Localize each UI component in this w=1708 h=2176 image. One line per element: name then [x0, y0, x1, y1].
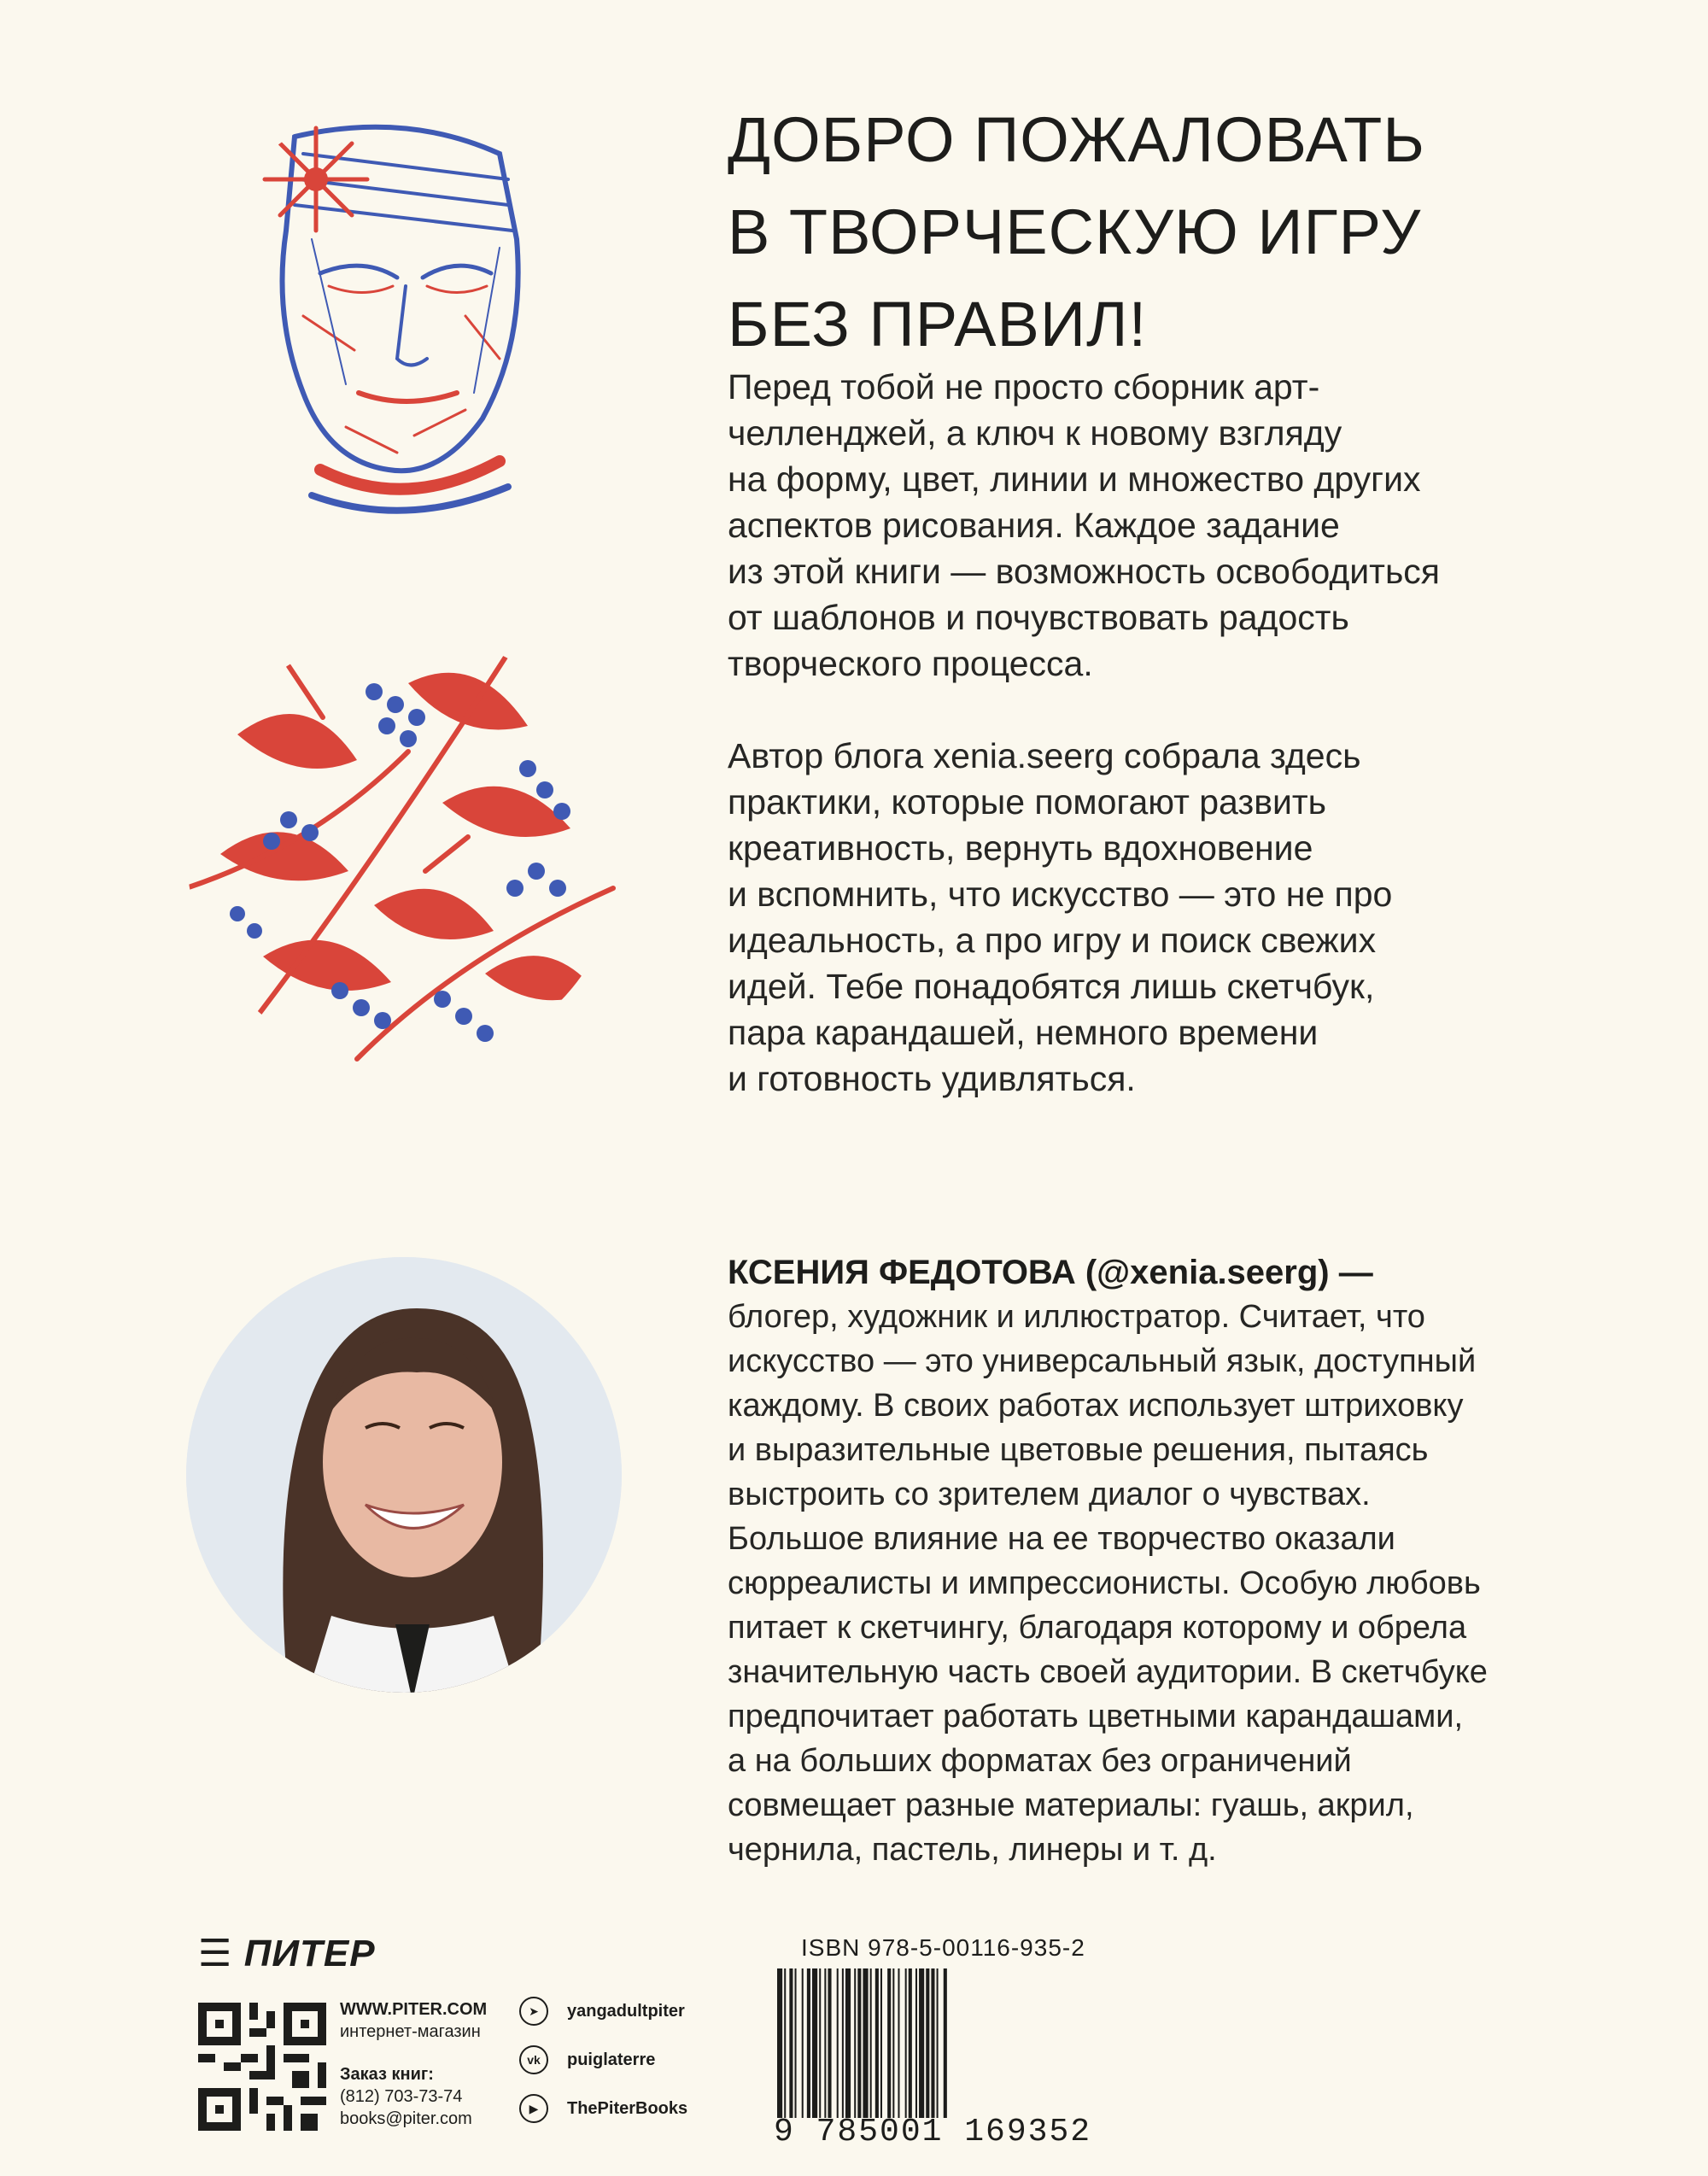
barcode-bar [828, 1968, 831, 2118]
barcode-bar [909, 1968, 912, 2118]
text-line: идеальность, а про игру и поиск свежих [728, 921, 1377, 960]
youtube-icon: ▶ [519, 2094, 548, 2123]
qr-code[interactable] [198, 2003, 326, 2131]
bio-line: чернила, пастель, линеры и т. д. [728, 1832, 1217, 1868]
barcode-bar [819, 1968, 821, 2118]
text-line: креативность, вернуть вдохновение [728, 828, 1313, 868]
social-vk[interactable] [519, 2045, 655, 2074]
author-bio [728, 1250, 1582, 1872]
barcode-bar [824, 1968, 826, 2118]
barcode-bar [905, 1968, 907, 2118]
title-line: БЕЗ ПРАВИЛ! [728, 289, 1148, 360]
order-label: Заказ книг: [340, 2065, 434, 2084]
barcode-bar [931, 1968, 934, 2118]
barcode-bar [845, 1968, 851, 2118]
barcode-bar [863, 1968, 868, 2118]
isbn: ISBN 978-5-00116-935-2 [801, 1934, 1085, 1961]
barcode-bar [784, 1968, 786, 2118]
bio-line: сюрреалисты и импрессионисты. Особую любовь [728, 1565, 1481, 1601]
text-line: творческого процесса. [728, 644, 1093, 683]
author-name: КСЕНИЯ ФЕДОТОВА (@xenia.seerg) — [728, 1254, 1373, 1291]
text-line: и вспомнить, что искусство — это не про [728, 874, 1393, 914]
social-youtube[interactable] [519, 2094, 687, 2123]
portrait-illustration [192, 102, 619, 529]
barcode-bar [812, 1968, 817, 2118]
barcode-bar [880, 1968, 882, 2118]
social-telegram[interactable] [519, 1997, 685, 2026]
title-line: ДОБРО ПОЖАЛОВАТЬ [728, 104, 1425, 175]
bio-line: искусство — это универсальный язык, доступный [728, 1343, 1477, 1379]
barcode-bar [789, 1968, 793, 2118]
bio-line: совмещает разные материалы: гуашь, акрил, [728, 1787, 1414, 1823]
bio-line: и выразительные цветовые решения, пытаясь [728, 1432, 1429, 1468]
barcode-bar [777, 1968, 782, 2118]
telegram-icon: ➤ [519, 1997, 548, 2026]
barcode-number: 9 785001 169352 [774, 2114, 1092, 2150]
barcode-bar [887, 1968, 891, 2118]
bio-line: значительную часть своей аудитории. В скетчбуке [728, 1654, 1488, 1690]
text-line: из этой книги — возможность освободиться [728, 552, 1441, 591]
text-line: Автор блога xenia.seerg собрала здесь [728, 736, 1361, 775]
bio-line: предпочитает работать цветными карандашами, [728, 1699, 1464, 1734]
barcode-bar [802, 1968, 804, 2118]
bio-line: каждому. В своих работах использует штриховку [728, 1388, 1464, 1424]
bio-line: блогер, художник и иллюстратор. Считает, что [728, 1299, 1425, 1335]
barcode-bar [857, 1968, 861, 2118]
title-line: В ТВОРЧЕСКУЮ ИГРУ [728, 196, 1422, 267]
bio-line: Большое влияние на ее творчество оказали [728, 1521, 1395, 1557]
barcode-bar [807, 1968, 810, 2118]
social-handle: ThePiterBooks [567, 2098, 688, 2118]
floral-pattern-illustration [186, 632, 622, 1068]
barcode-bar [875, 1968, 879, 2118]
barcode-bar [919, 1968, 924, 2118]
barcode-bar [854, 1968, 856, 2118]
text-line: на форму, цвет, линии и множество других [728, 459, 1421, 499]
text-line: пара карандашей, немного времени [728, 1013, 1319, 1052]
barcode-bar [937, 1968, 939, 2118]
barcode-bar [944, 1968, 947, 2118]
description-paragraph-2 [728, 733, 1582, 1102]
text-line: от шаблонов и почувствовать радость [728, 598, 1349, 637]
order-email[interactable]: books@piter.com [340, 2109, 472, 2128]
vk-icon: vk [519, 2045, 548, 2074]
website-link[interactable]: WWW.PITER.COM [340, 2000, 488, 2019]
logo-text: ПИТЕР [243, 1933, 376, 1974]
logo-mark-icon: ☰ [198, 1933, 233, 1974]
text-line: челленджей, а ключ к новому взгляду [728, 413, 1342, 453]
text-line: идей. Тебе понадобятся лишь скетчбук, [728, 967, 1375, 1006]
cover-title [728, 94, 1667, 371]
text-line: аспектов рисования. Каждое задание [728, 506, 1340, 545]
barcode [774, 1968, 1098, 2118]
publisher-contacts [340, 1998, 487, 2130]
barcode-bar [892, 1968, 894, 2118]
text-line: практики, которые помогают развить [728, 782, 1327, 822]
bio-line: а на больших форматах без ограничений [728, 1743, 1352, 1779]
text-line: Перед тобой не просто сборник арт- [728, 367, 1320, 407]
barcode-bar [842, 1968, 844, 2118]
barcode-bar [898, 1968, 899, 2118]
text-line: и готовность удивляться. [728, 1059, 1136, 1098]
social-handle: puiglaterre [567, 2050, 656, 2069]
barcode-bar [795, 1968, 797, 2118]
social-handle: yangadultpiter [567, 2001, 685, 2021]
publisher-logo [198, 1932, 376, 1975]
bio-line: выстроить со зрителем диалог о чувствах. [728, 1477, 1371, 1512]
website-caption: интернет-магазин [340, 2022, 481, 2041]
description-paragraph-1 [728, 364, 1582, 687]
order-phone: (812) 703-73-74 [340, 2087, 463, 2106]
barcode-bar [837, 1968, 839, 2118]
bio-line: питает к скетчингу, благодаря которому и обрела [728, 1610, 1467, 1646]
barcode-bar [915, 1968, 917, 2118]
barcode-bar [870, 1968, 872, 2118]
barcode-bar [926, 1968, 929, 2118]
author-photo [186, 1257, 622, 1693]
